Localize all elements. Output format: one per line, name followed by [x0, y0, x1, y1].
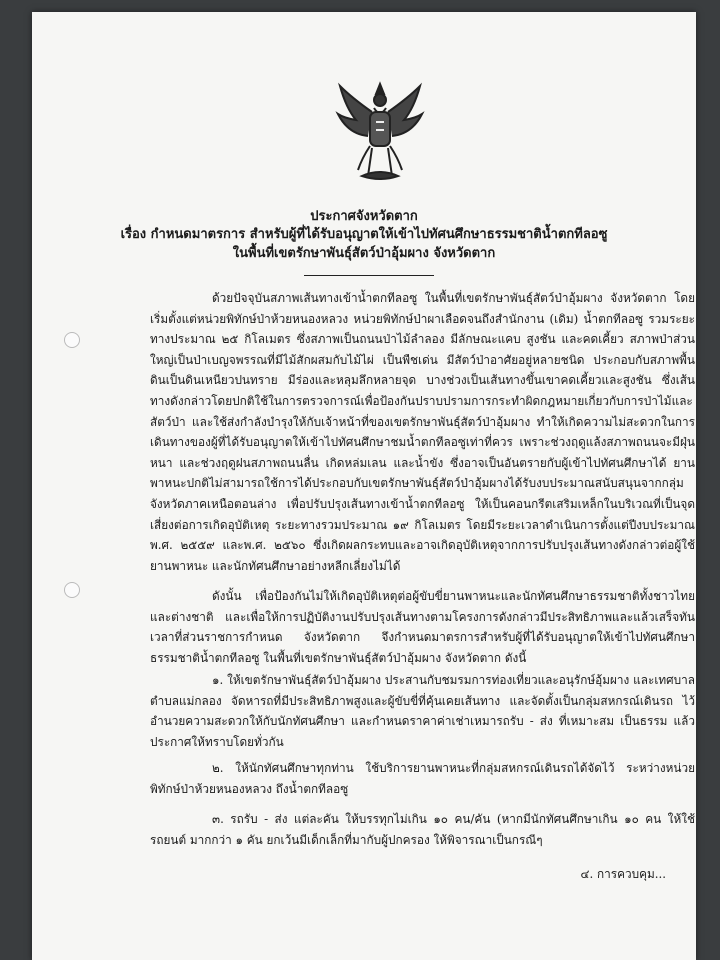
- document-page: [32, 12, 696, 960]
- continuation-marker: ๔. การควบคุม...: [580, 867, 666, 881]
- punch-hole: [64, 582, 80, 598]
- subject-location-line: ในพื้นที่เขตรักษาพันธุ์สัตว์ป่าอุ้มผาง จังหวัดตาก: [232, 246, 496, 261]
- subject-line: เรื่อง กำหนดมาตรการ สำหรับผู้ที่ได้รับอนุญาตให้เข้าไปทัศนศึกษาธรรมชาติน้ำตกทีลอซู: [120, 227, 608, 242]
- punch-hole: [64, 332, 80, 348]
- title-divider: [304, 275, 434, 276]
- garuda-emblem-icon: [332, 78, 428, 182]
- measure-item-3: ๓. รถรับ - ส่ง แต่ละคัน ให้บรรทุกไม่เกิน ๑๐ คน/คัน (หากมีนักทัศนศึกษาเกิน ๑๐ คน ให้ใช้รถยนต์ มากกว่า ๑ คัน ยกเว้นมีเด็กเล็กที่มากับผู้ปกครอง ให้พิจารณาเป็นกรณีๆ: [150, 812, 695, 847]
- measure-item-1: ๑. ให้เขตรักษาพันธุ์สัตว์ป่าอุ้มผาง ประสานกับชมรมการท่องเที่ยวและอนุรักษ์อุ้มผาง และเทศบาลตำบลแม่กลอง จัดหารถที่มีประสิทธิภาพสูงและผู้ขับขี่ที่คุ้นเคยเส้นทาง และจัดตั้งเป็นกลุ่มสหกรณ์เดินรถ ไว้อำนวยความสะดวกให้กับนักทัศนศึกษา และกำหนดราคาค่าเช่าเหมารถรับ - ส่ง ที่เหมาะสม เป็นธรรม แล้วประกาศให้ทราบโดยทั่วกัน: [150, 673, 695, 749]
- measure-item-2: ๒. ให้นักทัศนศึกษาทุกท่าน ใช้บริการยานพาหนะที่กลุ่มสหกรณ์เดินรถได้จัดไว้ ระหว่างหน่วยพิทักษ์ป่าห้วยหนองหลวง ถึงน้ำตกทีลอซู: [150, 761, 695, 796]
- announcement-title: ประกาศจังหวัดตาก: [310, 209, 418, 224]
- paragraph-measures-intro: ดังนั้น เพื่อป้องกันไม่ให้เกิดอุบัติเหตุต่อผู้ขับขี่ยานพาหนะและนักทัศนศึกษาธรรมชาติทั้งชาวไทยและต่างชาติ และเพื่อให้การปฏิบัติงานปรับปรุงเส้นทางตามโครงการดังกล่าวมีประสิทธิภาพและแล้วเสร็จทันเวลาที่ส่วนราชการกำหนด จังหวัดตาก จึงกำหนดมาตรการสำหรับผู้ที่ได้รับอนุญาตให้เข้าไปทัศนศึกษาธรรมชาติน้ำตกทีลอซู ในพื้นที่เขตรักษาพันธุ์สัตว์ป่าอุ้มผาง จังหวัดตาก ดังนี้: [150, 589, 695, 665]
- paragraph-background: ด้วยปัจจุบันสภาพเส้นทางเข้าน้ำตกทีลอซู ในพื้นที่เขตรักษาพันธุ์สัตว์ป่าอุ้มผาง จังหวัดตาก โดยเริ่มตั้งแต่หน่วยพิทักษ์ป่าห้วยหนองหลวง หน่วยพิทักษ์ป่าผาเลือดจนถึงสำนักงาน (เดิม) น้ำตกทีลอซู รวมระยะทางประมาณ ๒๕ กิโลเมตร ซึ่งสภาพเป็นถนนป่าไม้ลำลอง มีลักษณะแคบ สูงชัน และคดเคี้ยว สภาพป่าส่วนใหญ่เป็นป่าเบญจพรรณที่มีไม้สักผสมกับไม้ไผ่ เป็นพืชเด่น มีสัตว์ป่าอาศัยอยู่หลายชนิด ประกอบกับสภาพพื้นดินเป็นดินเหนียวปนทราย มีร่องและหลุมลึกหลายจุด บางช่วงเป็นเส้นทางขึ้นเขาคดเคี้ยวและสูงชัน ซึ่งเส้นทางดังกล่าวโดยปกติใช้ในการตรวจการณ์เพื่อป้องกันปราบปรามการกระทำผิดกฎหมายเกี่ยวกับการป่าไม้และสัตว์ป่า และใช้ส่งกำลังบำรุงให้กับเจ้าหน้าที่ของเขตรักษาพันธุ์สัตว์ป่าอุ้มผาง ทำให้เกิดความไม่สะดวกในการเดินทางของผู้ที่ได้รับอนุญาตให้เข้าไปทัศนศึกษาชมน้ำตกทีลอซูเท่าที่ควร เพราะช่วงฤดูแล้งสภาพถนนจะมีฝุ่นหนา และช่วงฤดูฝนสภาพถนนลื่น เกิดหล่มเลน และน้ำขัง ซึ่งอาจเป็นอันตรายกับผู้เข้าไปทัศนศึกษาได้ ยานพาหนะปกติไม่สามารถใช้การได้ประกอบกับเขตรักษาพันธุ์สัตว์ป่าอุ้มผางได้รับงบประมาณสนับสนุนจากกลุ่มจังหวัดภาคเหนือตอนล่าง เพื่อปรับปรุงเส้นทางเข้าน้ำตกทีลอซู ให้เป็นคอนกรีตเสริมเหล็กในบริเวณที่เป็นจุดเสี่ยงต่อการเกิดอุบัติเหตุ ระยะทางรวมประมาณ ๑๙ กิโลเมตร โดยมีระยะเวลาดำเนินการตั้งแต่ปีงบประมาณ พ.ศ. ๒๕๕๙ และพ.ศ. ๒๕๖๐ ซึ่งเกิดผลกระทบและอาจเกิดอุบัติเหตุจากการปรับปรุงเส้นทางดังกล่าวต่อผู้ใช้ยานพาหนะ และนักทัศนศึกษาอย่างหลีกเลี่ยงไม่ได้: [150, 291, 695, 573]
